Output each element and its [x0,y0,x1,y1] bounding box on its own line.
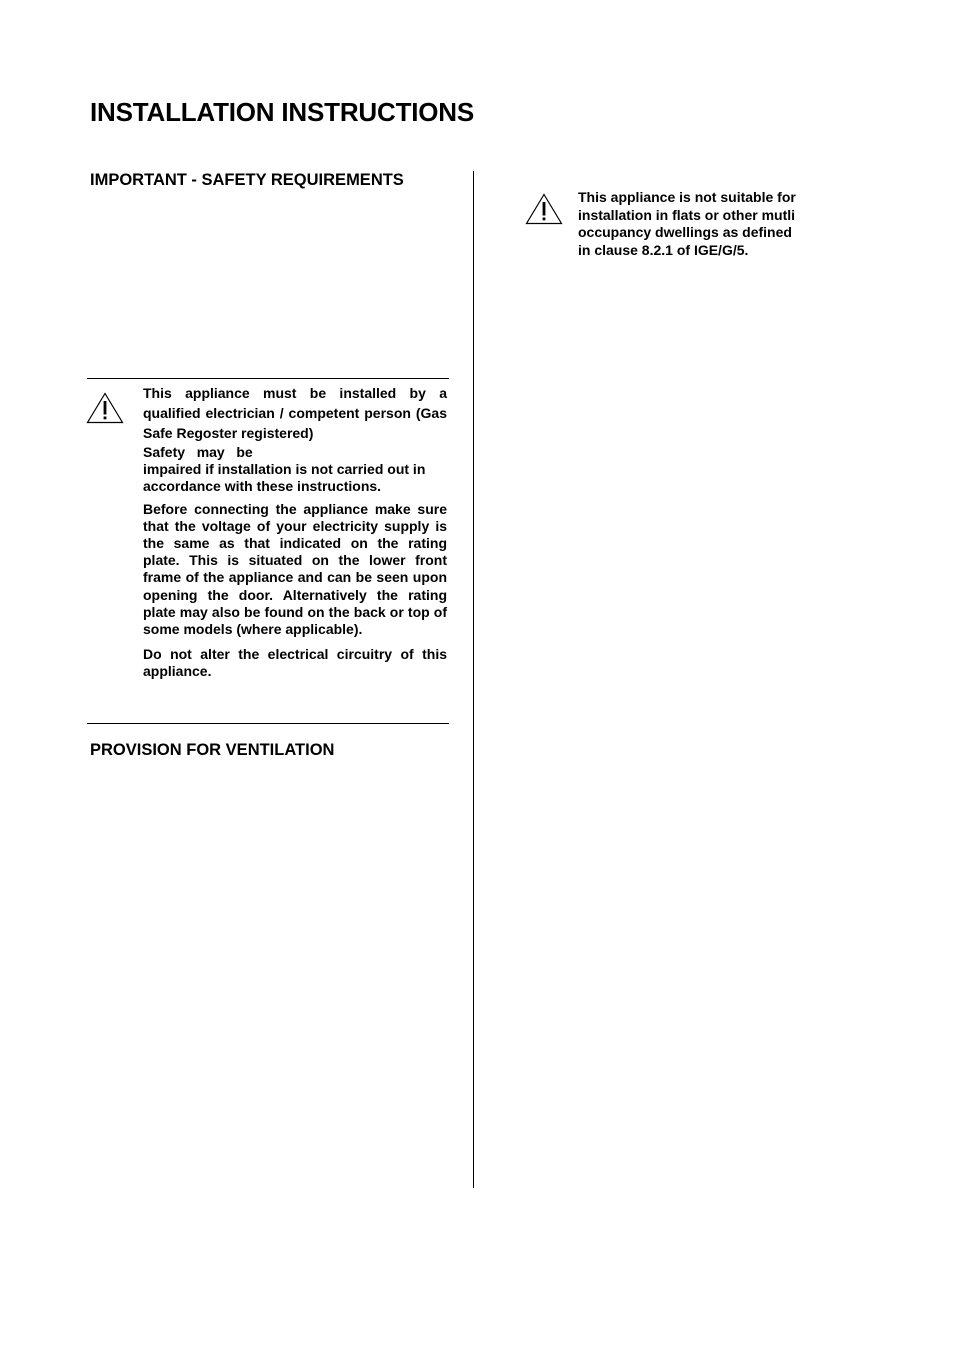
installed-by-paragraph: This appliance must be installed by a qualified electrician / competent person (Gas Safe Regoster registered) [143,385,447,441]
dwelling-warning-line: in clause 8.2.1 of IGE/G/5. [578,241,749,258]
safety-impaired-paragraph: impaired if installation is not carried out in accordance with these instructions. [143,461,426,495]
dwelling-warning-line: installation in flats or other mutli [578,206,796,223]
voltage-check-paragraph: Before connecting the appliance make sure that the voltage of your electricity supply is the same as that indicated on the rating plate. This is situated on the lower front frame of the appliance and can be seen upon opening the door. Alternatively the rating plate may also be found on the back or top of some models (where applicable). [143,500,447,638]
no-alter-paragraph: Do not alter the electrical circuitry of this appliance. [143,646,447,680]
dwelling-warning-text [578,189,823,259]
warning-triangle-icon [525,193,563,225]
safety-box-top-rule [87,378,449,379]
column-divider [473,171,474,1188]
safety-impaired-line: Safety may be [143,444,253,460]
ventilation-heading: PROVISION FOR VENTILATION [90,741,335,759]
safety-warning-text [143,383,447,681]
safety-requirements-heading: IMPORTANT - SAFETY REQUIREMENTS [90,171,404,189]
dwelling-warning-line: This appliance is not suitable for [578,189,796,205]
dwelling-warning-line: occupancy dwellings as defined [578,224,792,240]
safety-box-bottom-rule [87,723,449,724]
page-title: INSTALLATION INSTRUCTIONS [90,97,475,127]
warning-triangle-icon [86,392,124,424]
